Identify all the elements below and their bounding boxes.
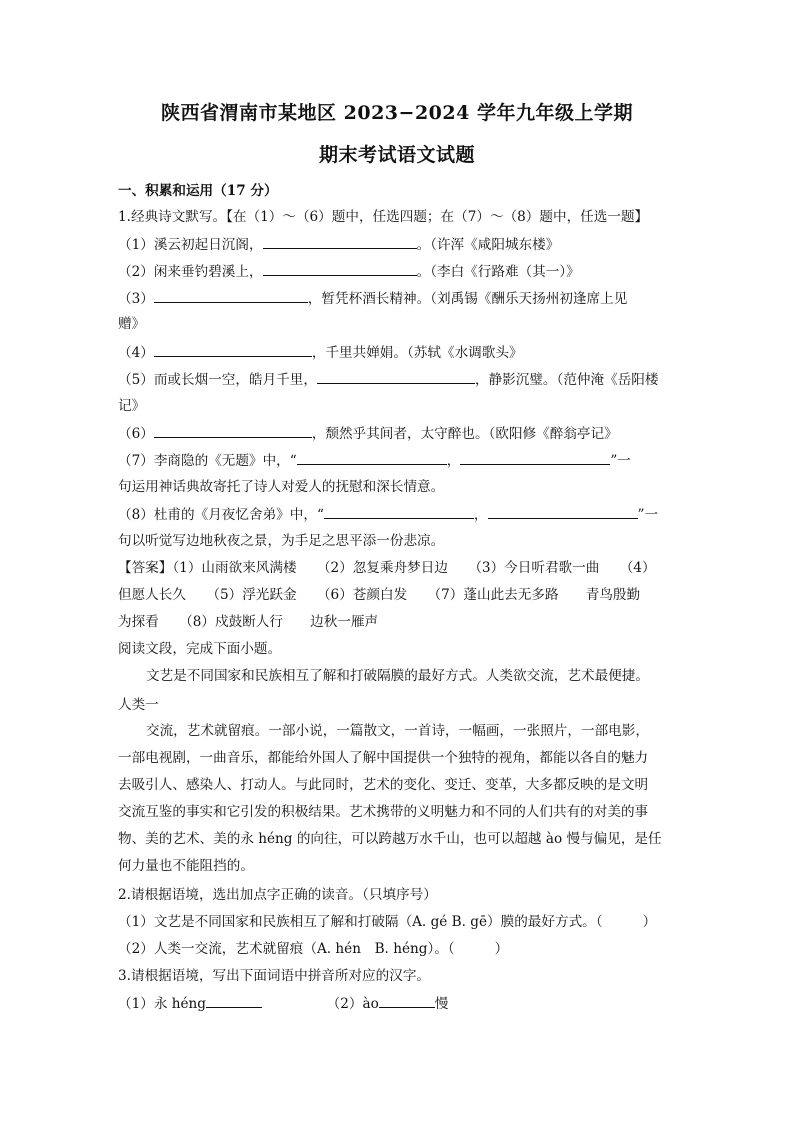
answer-blank[interactable] <box>154 343 312 357</box>
answer-blank[interactable] <box>379 994 435 1008</box>
q1-3-after: ，暂凭杯酒长精神。（刘禹锡《酬乐天扬州初逢席上见 <box>307 291 628 307</box>
answer-line-1: 【答案】（1）山雨欲来风满楼 （2）忽复乘舟梦日边 （3）今日听君歌一曲 （4） <box>118 560 656 576</box>
answer-blank[interactable] <box>297 451 447 465</box>
question-2-item-2 <box>118 940 508 958</box>
question-1-item-5 <box>118 370 658 389</box>
q1-5-after: ，静影沉璧。（范仲淹《岳阳楼 <box>474 372 659 388</box>
question-1-item-2 <box>118 262 580 281</box>
q2-2-close: ） <box>494 941 509 957</box>
q1-8-comma: ， <box>473 507 488 523</box>
q2-1-text: （1）文艺是不同国家和民族相互了解和打破隔（A. gé B. gē）膜的最好方式。（ <box>118 914 603 930</box>
q1-6-after: ，颓然乎其间者，太守醉也。（欧阳修《醉翁亭记》 <box>311 426 618 442</box>
answer-blank[interactable] <box>324 505 474 519</box>
answer-blank[interactable] <box>460 451 610 465</box>
q1-8-after: ”一 <box>637 507 659 523</box>
q1-1-before: （1）溪云初起日沉阁， <box>118 237 263 253</box>
q1-2-after: 。（李白《行路难（其一）》 <box>416 264 580 280</box>
question-2: 2.请根据语境，选出加点字正确的读音。（只填序号） <box>118 887 437 903</box>
question-1-item-1 <box>118 235 559 254</box>
question-1-item-3-cont: 赠》 <box>118 316 146 332</box>
q3-1-text: （1）永 héng <box>118 996 207 1012</box>
q1-3-before: （3） <box>118 291 154 307</box>
passage-line-7: 物、美的艺术、美的永 héng 的向往，可以跨越万水千山，也可以超越 ào 慢与偏见，是任 <box>118 831 662 847</box>
question-1-item-4 <box>118 343 523 362</box>
question-1-item-8 <box>118 505 658 524</box>
answer-blank[interactable] <box>154 424 312 438</box>
q1-7-after: ”一 <box>610 453 631 469</box>
question-1-intro: 1.经典诗文默写。【在（1）～（6）题中，任选四题；在（7）～（8）题中，任选一题】 <box>118 209 649 225</box>
q1-4-after: ，千里共婵娟。（苏轼《水调歌头》 <box>311 345 523 361</box>
q3-2-after: 慢 <box>434 996 449 1012</box>
question-1-item-7-cont: 句运用神话典故寄托了诗人对爱人的抚慰和深长情意。 <box>118 479 445 495</box>
q1-8-before: （8）杜甫的《月夜忆舍弟》中，“ <box>118 507 324 523</box>
passage-line-8: 何力量也不能阻挡的。 <box>118 858 254 874</box>
q2-2-text: （2）人类一交流，艺术就留痕（A. hén B. héng）。（ <box>118 941 455 957</box>
passage-line-2: 人类一 <box>118 697 159 713</box>
answer-blank[interactable] <box>206 994 262 1008</box>
question-1-item-6 <box>118 424 618 443</box>
q1-1-after: 。（许浑《咸阳城东楼》 <box>416 237 560 253</box>
q2-1-close: ） <box>642 914 657 930</box>
answer-blank[interactable] <box>154 289 308 303</box>
exam-title-line1: 陕西省渭南市某地区 2023−2024 学年九年级上学期 <box>161 102 633 124</box>
q1-7-before: （7）李商隐的《无题》中，“ <box>118 453 297 469</box>
passage-line-5: 去吸引人、感染人、打动人。与此同时，艺术的变化、变迁、变革，大多都反映的是文明 <box>118 777 649 793</box>
question-1-item-5-cont: 记》 <box>118 398 146 414</box>
answer-blank[interactable] <box>263 262 417 276</box>
section-heading: 一、积累和运用（17 分） <box>118 183 278 199</box>
passage-line-4: 一部电视剧，一曲音乐，都能给外国人了解中国提供一个独特的视角，都能以各自的魅力 <box>118 750 649 766</box>
answer-blank[interactable] <box>263 235 417 249</box>
question-1-item-8-cont: 句以听觉写边地秋夜之景，为手足之思平添一份悲凉。 <box>118 533 445 549</box>
reading-intro: 阅读文段，完成下面小题。 <box>118 641 282 657</box>
question-1-item-3 <box>118 289 627 308</box>
q1-7-comma: ， <box>446 453 461 469</box>
question-2-item-1 <box>118 913 656 931</box>
question-3-items <box>118 994 448 1013</box>
question-3: 3.请根据语境，写出下面词语中拼音所对应的汉字。 <box>118 968 431 984</box>
answer-line-2: 但愿人长久 （5）浮光跃金 （6）苍颜白发 （7）蓬山此去无多路 青鸟殷勤 <box>118 587 641 603</box>
question-1-item-7 <box>118 451 631 470</box>
answer-blank[interactable] <box>488 505 638 519</box>
q1-6-before: （6） <box>118 426 154 442</box>
passage-line-3: 交流，艺术就留痕。一部小说，一篇散文，一首诗，一幅画，一张照片，一部电影， <box>146 723 649 739</box>
q3-2-text: （2）ào <box>326 996 379 1012</box>
answer-blank[interactable] <box>317 370 475 384</box>
answer-line-3: 为探看 （8）戍鼓断人行 边秋一雁声 <box>118 614 379 630</box>
passage-line-6: 交流互鉴的事实和它引发的积极结果。艺术携带的义明魅力和不同的人们共有的对美的事 <box>118 804 649 820</box>
exam-title-line2: 期末考试语文试题 <box>318 144 475 166</box>
q1-4-before: （4） <box>118 345 154 361</box>
q1-5-before: （5）而或长烟一空，皓月千里， <box>118 372 317 388</box>
passage-line-1: 文艺是不同国家和民族相互了解和打破隔膜的最好方式。人类欲交流，艺术最便捷。 <box>146 668 649 684</box>
q1-2-before: （2）闲来垂钓碧溪上， <box>118 264 263 280</box>
